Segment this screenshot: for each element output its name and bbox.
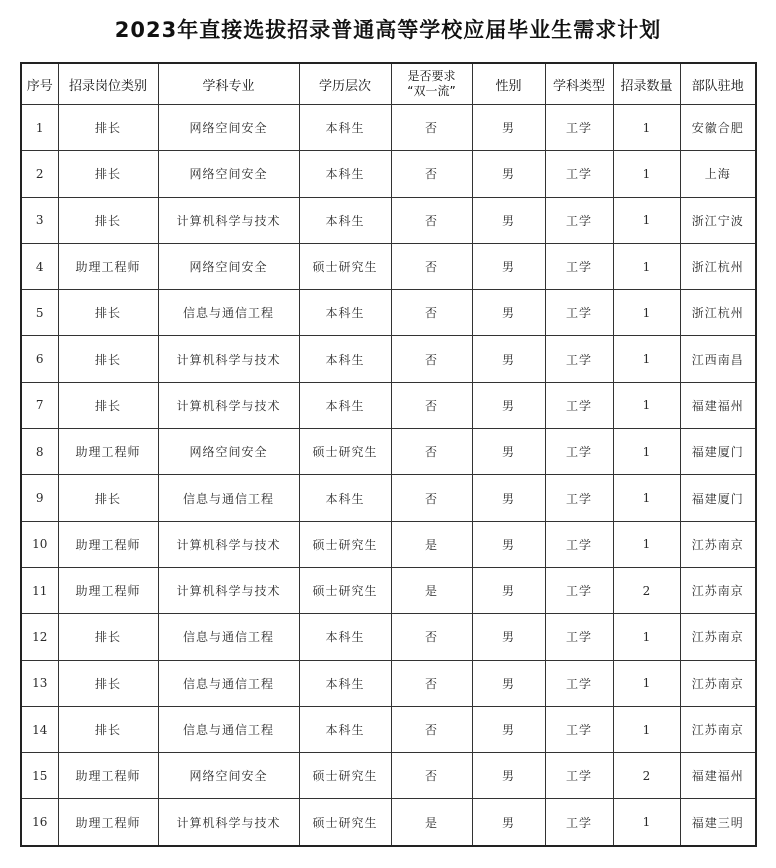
cell-double-first: 否	[391, 614, 472, 660]
cell-degree: 硕士研究生	[299, 567, 391, 613]
table-row	[21, 151, 756, 197]
cell-double-first: 否	[391, 290, 472, 336]
table-row	[21, 521, 756, 567]
cell-double-first: 否	[391, 382, 472, 428]
header-index: 序号	[21, 63, 58, 105]
cell-quota: 1	[613, 521, 680, 567]
table-row	[21, 290, 756, 336]
cell-location: 安徽合肥	[680, 105, 756, 151]
cell-degree: 硕士研究生	[299, 799, 391, 846]
cell-gender: 男	[472, 799, 545, 846]
cell-discipline: 工学	[545, 336, 613, 382]
cell-location: 浙江杭州	[680, 243, 756, 289]
cell-position: 助理工程师	[58, 243, 158, 289]
cell-location: 福建厦门	[680, 429, 756, 475]
cell-location: 浙江杭州	[680, 290, 756, 336]
table-body	[21, 105, 756, 846]
header-discipline: 学科类型	[545, 63, 613, 105]
cell-degree: 本科生	[299, 614, 391, 660]
cell-degree: 硕士研究生	[299, 753, 391, 799]
header-double-first-line1: 是否要求	[407, 69, 456, 83]
cell-discipline: 工学	[545, 197, 613, 243]
cell-index: 5	[21, 290, 58, 336]
cell-degree: 本科生	[299, 290, 391, 336]
cell-location: 江苏南京	[680, 660, 756, 706]
cell-index: 14	[21, 706, 58, 752]
table-row	[21, 614, 756, 660]
cell-quota: 1	[613, 382, 680, 428]
cell-index: 7	[21, 382, 58, 428]
cell-degree: 本科生	[299, 660, 391, 706]
cell-location: 浙江宁波	[680, 197, 756, 243]
cell-major: 网络空间安全	[158, 429, 299, 475]
cell-gender: 男	[472, 614, 545, 660]
cell-major: 信息与通信工程	[158, 660, 299, 706]
cell-discipline: 工学	[545, 429, 613, 475]
cell-index: 1	[21, 105, 58, 151]
cell-quota: 1	[613, 151, 680, 197]
cell-position: 排长	[58, 151, 158, 197]
cell-index: 9	[21, 475, 58, 521]
cell-index: 4	[21, 243, 58, 289]
cell-location: 江西南昌	[680, 336, 756, 382]
cell-major: 网络空间安全	[158, 243, 299, 289]
recruitment-plan-table	[20, 62, 757, 847]
cell-double-first: 否	[391, 243, 472, 289]
header-gender: 性别	[472, 63, 545, 105]
cell-gender: 男	[472, 197, 545, 243]
cell-position: 排长	[58, 706, 158, 752]
table-row	[21, 382, 756, 428]
table-row	[21, 243, 756, 289]
cell-index: 2	[21, 151, 58, 197]
cell-degree: 本科生	[299, 151, 391, 197]
cell-double-first: 否	[391, 197, 472, 243]
cell-quota: 1	[613, 243, 680, 289]
cell-position: 排长	[58, 382, 158, 428]
cell-location: 江苏南京	[680, 706, 756, 752]
cell-gender: 男	[472, 567, 545, 613]
cell-discipline: 工学	[545, 521, 613, 567]
document-title: 2023年直接选拔招录普通高等学校应届毕业生需求计划	[114, 18, 662, 42]
cell-double-first: 否	[391, 336, 472, 382]
cell-double-first: 否	[391, 753, 472, 799]
cell-position: 助理工程师	[58, 521, 158, 567]
cell-gender: 男	[472, 706, 545, 752]
table-header-row	[21, 63, 756, 105]
table-row	[21, 660, 756, 706]
cell-major: 网络空间安全	[158, 105, 299, 151]
cell-degree: 本科生	[299, 475, 391, 521]
cell-degree: 本科生	[299, 105, 391, 151]
header-position: 招录岗位类别	[58, 63, 158, 105]
cell-position: 排长	[58, 105, 158, 151]
header-quota: 招录数量	[613, 63, 680, 105]
cell-double-first: 否	[391, 706, 472, 752]
header-degree: 学历层次	[299, 63, 391, 105]
cell-discipline: 工学	[545, 799, 613, 846]
header-double-first-line2: “双一流”	[407, 84, 456, 98]
cell-position: 排长	[58, 336, 158, 382]
cell-degree: 硕士研究生	[299, 429, 391, 475]
cell-major: 网络空间安全	[158, 753, 299, 799]
table-row	[21, 706, 756, 752]
cell-quota: 2	[613, 753, 680, 799]
cell-location: 福建福州	[680, 753, 756, 799]
cell-position: 助理工程师	[58, 567, 158, 613]
cell-double-first: 否	[391, 475, 472, 521]
cell-major: 网络空间安全	[158, 151, 299, 197]
cell-position: 排长	[58, 660, 158, 706]
cell-location: 江苏南京	[680, 614, 756, 660]
cell-index: 12	[21, 614, 58, 660]
cell-degree: 本科生	[299, 706, 391, 752]
cell-double-first: 是	[391, 567, 472, 613]
cell-quota: 1	[613, 429, 680, 475]
table-row	[21, 429, 756, 475]
cell-discipline: 工学	[545, 753, 613, 799]
cell-major: 计算机科学与技术	[158, 336, 299, 382]
cell-discipline: 工学	[545, 567, 613, 613]
cell-index: 15	[21, 753, 58, 799]
cell-quota: 1	[613, 706, 680, 752]
cell-discipline: 工学	[545, 151, 613, 197]
cell-gender: 男	[472, 243, 545, 289]
cell-major: 信息与通信工程	[158, 475, 299, 521]
table-row	[21, 197, 756, 243]
cell-position: 排长	[58, 614, 158, 660]
cell-index: 11	[21, 567, 58, 613]
cell-index: 13	[21, 660, 58, 706]
cell-gender: 男	[472, 521, 545, 567]
cell-major: 信息与通信工程	[158, 614, 299, 660]
cell-index: 6	[21, 336, 58, 382]
cell-quota: 1	[613, 336, 680, 382]
cell-discipline: 工学	[545, 105, 613, 151]
cell-discipline: 工学	[545, 382, 613, 428]
cell-quota: 1	[613, 290, 680, 336]
cell-double-first: 否	[391, 151, 472, 197]
cell-degree: 硕士研究生	[299, 243, 391, 289]
cell-location: 江苏南京	[680, 567, 756, 613]
cell-gender: 男	[472, 336, 545, 382]
cell-major: 计算机科学与技术	[158, 799, 299, 846]
cell-major: 信息与通信工程	[158, 290, 299, 336]
cell-degree: 本科生	[299, 382, 391, 428]
cell-location: 江苏南京	[680, 521, 756, 567]
cell-index: 3	[21, 197, 58, 243]
cell-discipline: 工学	[545, 660, 613, 706]
cell-degree: 本科生	[299, 197, 391, 243]
cell-quota: 1	[613, 105, 680, 151]
cell-quota: 1	[613, 799, 680, 846]
table-row	[21, 567, 756, 613]
table-row	[21, 336, 756, 382]
cell-discipline: 工学	[545, 706, 613, 752]
cell-gender: 男	[472, 753, 545, 799]
cell-quota: 1	[613, 475, 680, 521]
cell-location: 福建三明	[680, 799, 756, 846]
cell-degree: 本科生	[299, 336, 391, 382]
cell-double-first: 否	[391, 660, 472, 706]
cell-double-first: 否	[391, 429, 472, 475]
cell-gender: 男	[472, 475, 545, 521]
cell-discipline: 工学	[545, 290, 613, 336]
cell-major: 计算机科学与技术	[158, 521, 299, 567]
cell-gender: 男	[472, 290, 545, 336]
cell-quota: 1	[613, 614, 680, 660]
cell-position: 排长	[58, 290, 158, 336]
header-double-first	[391, 63, 472, 105]
cell-double-first: 是	[391, 521, 472, 567]
cell-degree: 硕士研究生	[299, 521, 391, 567]
cell-major: 计算机科学与技术	[158, 382, 299, 428]
header-location: 部队驻地	[680, 63, 756, 105]
cell-major: 计算机科学与技术	[158, 567, 299, 613]
cell-gender: 男	[472, 660, 545, 706]
cell-position: 助理工程师	[58, 429, 158, 475]
table-row	[21, 799, 756, 846]
cell-location: 上海	[680, 151, 756, 197]
cell-double-first: 是	[391, 799, 472, 846]
header-major: 学科专业	[158, 63, 299, 105]
cell-position: 助理工程师	[58, 753, 158, 799]
cell-major: 计算机科学与技术	[158, 197, 299, 243]
cell-quota: 2	[613, 567, 680, 613]
cell-discipline: 工学	[545, 243, 613, 289]
cell-gender: 男	[472, 382, 545, 428]
cell-location: 福建厦门	[680, 475, 756, 521]
table-row	[21, 753, 756, 799]
cell-index: 16	[21, 799, 58, 846]
cell-position: 助理工程师	[58, 799, 158, 846]
cell-index: 10	[21, 521, 58, 567]
table-row	[21, 105, 756, 151]
cell-quota: 1	[613, 660, 680, 706]
cell-double-first: 否	[391, 105, 472, 151]
cell-discipline: 工学	[545, 614, 613, 660]
cell-location: 福建福州	[680, 382, 756, 428]
cell-gender: 男	[472, 429, 545, 475]
cell-quota: 1	[613, 197, 680, 243]
table-row	[21, 475, 756, 521]
cell-major: 信息与通信工程	[158, 706, 299, 752]
cell-position: 排长	[58, 197, 158, 243]
cell-gender: 男	[472, 105, 545, 151]
cell-discipline: 工学	[545, 475, 613, 521]
cell-index: 8	[21, 429, 58, 475]
cell-position: 排长	[58, 475, 158, 521]
cell-gender: 男	[472, 151, 545, 197]
